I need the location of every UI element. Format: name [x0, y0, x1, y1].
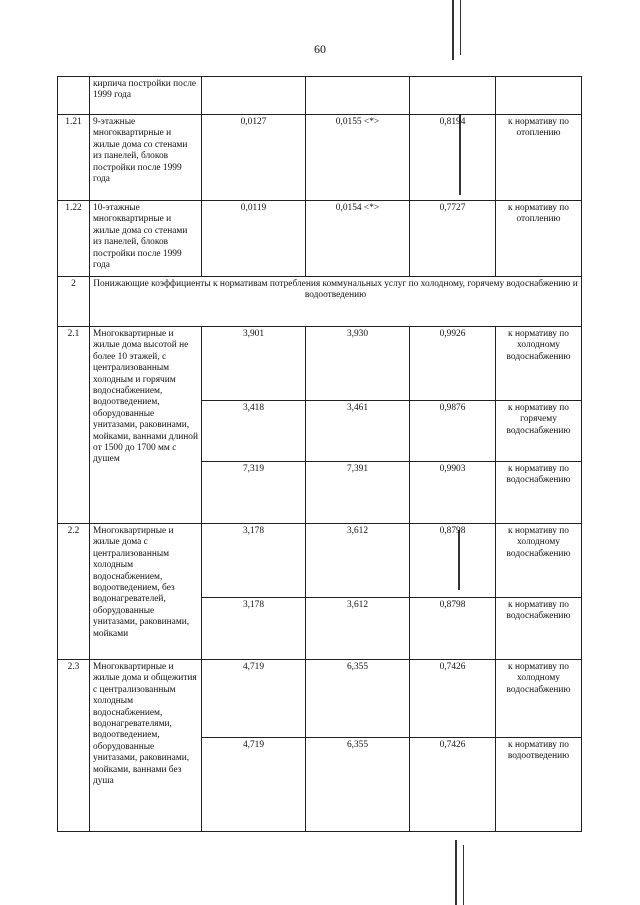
value-cell: 0,8798 — [410, 598, 496, 660]
note-cell: к нормативу по водоснабжению — [496, 462, 582, 524]
value-cell: 7,319 — [202, 462, 306, 524]
value-cell: 3,612 — [306, 524, 410, 598]
note-cell: к нормативу по отоплению — [496, 201, 582, 277]
value-cell: 0,0154 <*> — [306, 201, 410, 277]
value-cell: 4,719 — [202, 738, 306, 832]
note-cell — [496, 77, 582, 115]
note-cell: к нормативу по водоотведению — [496, 738, 582, 832]
value-cell: 3,461 — [306, 401, 410, 462]
row-description: Многоквартирные и жилые дома с централизованным холодным водоснабжением, водоотведением, без водонагревателей, оборудованные унитазами, раковинами, мойками — [90, 524, 202, 660]
value-cell: 3,612 — [306, 598, 410, 660]
value-cell: 4,719 — [202, 660, 306, 738]
section-header-row — [58, 277, 582, 327]
value-cell: 0,9876 — [410, 401, 496, 462]
table-row — [58, 115, 582, 201]
section-number: 2 — [58, 277, 90, 327]
table-row — [58, 327, 582, 401]
value-cell — [202, 77, 306, 115]
table-row — [58, 201, 582, 277]
value-cell: 0,8798 — [410, 524, 496, 598]
value-cell: 0,7426 — [410, 738, 496, 832]
value-cell: 6,355 — [306, 660, 410, 738]
scan-artifact-line — [452, 0, 454, 60]
section-title: Понижающие коэффициенты к нормативам потребления коммунальных услуг по холодному, горячему водоснабжению и водоотведению — [90, 277, 582, 327]
note-cell: к нормативу по водоснабжению — [496, 598, 582, 660]
page-number: 60 — [314, 42, 326, 56]
row-description: Многоквартирные и жилые дома и общежития с централизованным холодным водоснабжением, водонагревателями, водоотведением, оборудованные унитазами, раковинами, мойками, ваннами без душа — [90, 660, 202, 832]
value-cell: 3,930 — [306, 327, 410, 401]
value-cell: 0,7727 — [410, 201, 496, 277]
row-description: 9-этажные многоквартирные и жилые дома со стенами из панелей, блоков постройки после 1999 года — [90, 115, 202, 201]
value-cell: 0,0127 — [202, 115, 306, 201]
value-cell: 3,418 — [202, 401, 306, 462]
value-cell — [306, 77, 410, 115]
table-row — [58, 660, 582, 738]
note-cell: к нормативу по горячему водоснабжению — [496, 401, 582, 462]
row-number-cell: 2.1 — [58, 327, 90, 524]
value-cell: 0,8194 — [410, 115, 496, 201]
value-cell: 0,0155 <*> — [306, 115, 410, 201]
row-number-cell: 1.21 — [58, 115, 90, 201]
row-number-cell: 2.2 — [58, 524, 90, 660]
row-description: 10-этажные многоквартирные и жилые дома со стенами из панелей, блоков постройки после 1999 года — [90, 201, 202, 277]
value-cell: 0,9926 — [410, 327, 496, 401]
note-cell: к нормативу по отоплению — [496, 115, 582, 201]
value-cell: 3,178 — [202, 524, 306, 598]
note-cell: к нормативу по холодному водоснабжению — [496, 524, 582, 598]
value-cell: 0,0119 — [202, 201, 306, 277]
row-description: Многоквартирные и жилые дома высотой не более 10 этажей, с централизованным холодным и горячим водоснабжением, водоотведением, оборудованные унитазами, раковинами, мойками, ваннами длиной от 1500 до 1700 мм с душем — [90, 327, 202, 524]
row-number-cell: 2.3 — [58, 660, 90, 832]
value-cell: 7,391 — [306, 462, 410, 524]
value-cell: 3,901 — [202, 327, 306, 401]
row-number-cell — [58, 77, 90, 115]
row-description: кирпича постройки после 1999 года — [90, 77, 202, 115]
note-cell: к нормативу по холодному водоснабжению — [496, 660, 582, 738]
table-row — [58, 77, 582, 115]
scan-artifact-line — [460, 0, 461, 55]
value-cell: 0,7426 — [410, 660, 496, 738]
scan-artifact-line — [463, 845, 464, 905]
coefficient-table — [57, 76, 582, 832]
row-number-cell: 1.22 — [58, 201, 90, 277]
scan-artifact-line — [455, 840, 457, 905]
value-cell: 0,9903 — [410, 462, 496, 524]
value-cell — [410, 77, 496, 115]
table-row — [58, 524, 582, 598]
value-cell: 3,178 — [202, 598, 306, 660]
note-cell: к нормативу по холодному водоснабжению — [496, 327, 582, 401]
value-cell: 6,355 — [306, 738, 410, 832]
